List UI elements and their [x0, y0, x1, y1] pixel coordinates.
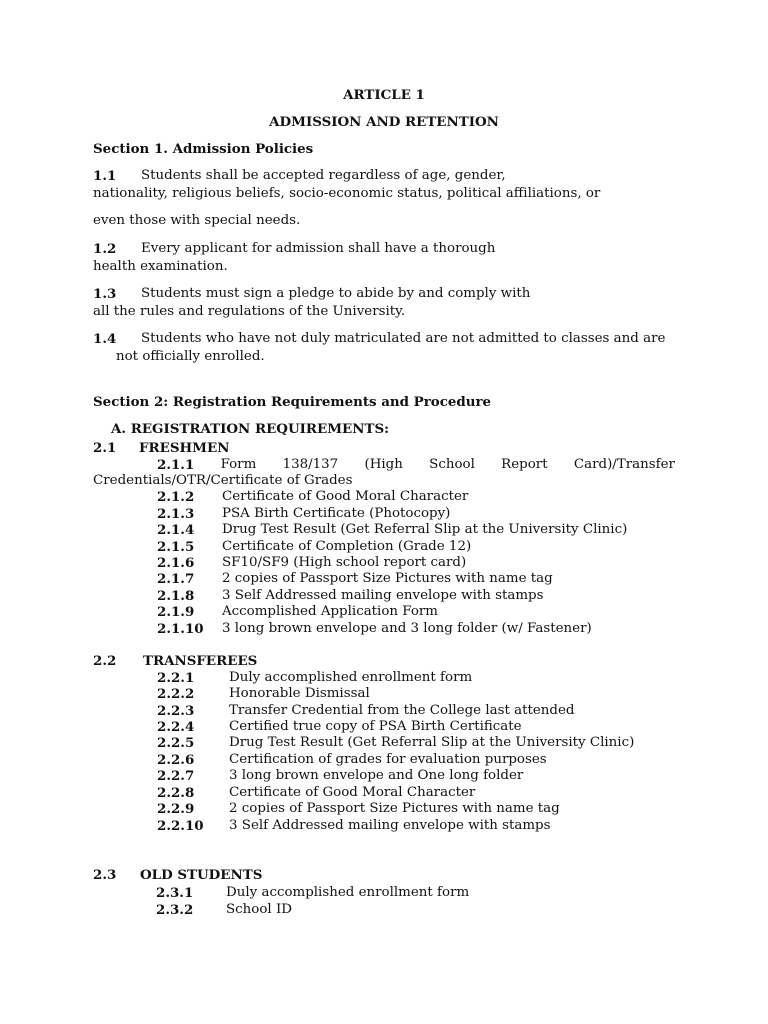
item-text: Duly accomplished enrollment form	[229, 670, 473, 685]
word: Form	[220, 457, 257, 472]
word: 138/137	[282, 457, 339, 472]
subsection-number: 2.1	[93, 440, 117, 456]
item-number: 2.1.5	[157, 539, 195, 555]
item-number: 2.2.3	[157, 703, 195, 719]
item-number: 2.2.2	[157, 686, 195, 702]
item-number: 2.1.6	[157, 555, 195, 571]
section1-heading: Section 1. Admission Policies	[93, 141, 314, 157]
item-text: Students who have not duly matriculated are not admitted to classes and are	[141, 331, 666, 346]
word: (High	[364, 457, 403, 472]
subsection-number: 2.2	[93, 653, 117, 669]
item-number: 1.4	[93, 331, 117, 347]
item-number: 2.1.9	[157, 604, 195, 620]
item-number: 2.1.2	[157, 489, 195, 505]
item-text-continued: even those with special needs.	[93, 213, 301, 228]
item-text-continued: not officially enrolled.	[116, 349, 265, 364]
item-text: 2 copies of Passport Size Pictures with name tag	[229, 801, 560, 816]
item-number: 2.2.6	[157, 752, 195, 768]
item-number: 2.1.8	[157, 588, 195, 604]
item-text: Transfer Credential from the College last attended	[229, 703, 575, 718]
item-number: 2.1.4	[157, 522, 195, 538]
article-title: ARTICLE 1	[343, 87, 425, 103]
item-text: 3 long brown envelope and One long folder	[229, 768, 524, 783]
item-number: 2.2.1	[157, 670, 195, 686]
item-number: 1.2	[93, 241, 117, 257]
item-number: 2.1.3	[157, 506, 195, 522]
item-text: 3 Self Addressed mailing envelope with stamps	[222, 588, 544, 603]
item-number: 2.2.5	[157, 735, 195, 751]
justified-line	[157, 457, 675, 473]
item-text: Certificate of Completion (Grade 12)	[222, 539, 472, 554]
item-text: Certificate of Good Moral Character	[222, 489, 469, 504]
item-text: 3 Self Addressed mailing envelope with stamps	[229, 818, 551, 833]
item-number: 2.2.8	[157, 785, 195, 801]
item-number: 2.2.4	[157, 719, 195, 735]
item-text-continued: health examination.	[93, 259, 228, 274]
word: Card)/Transfer	[573, 457, 675, 472]
item-text-continued: Credentials/OTR/Certificate of Grades	[93, 473, 353, 488]
item-number: 2.1.7	[157, 571, 195, 587]
word: Report	[501, 457, 548, 472]
item-number: 2.2.9	[157, 801, 195, 817]
item-number: 2.3.2	[156, 902, 194, 918]
item-text: Honorable Dismissal	[229, 686, 370, 701]
item-text: Drug Test Result (Get Referral Slip at the University Clinic)	[229, 735, 635, 750]
item-text: SF10/SF9 (High school report card)	[222, 555, 467, 570]
item-text: Certificate of Good Moral Character	[229, 785, 476, 800]
item-number: 1.3	[93, 286, 117, 302]
item-text: Certification of grades for evaluation purposes	[229, 752, 547, 767]
item-text: Accomplished Application Form	[222, 604, 439, 619]
section2-heading: Section 2: Registration Requirements and Procedure	[93, 394, 492, 410]
item-text: 2 copies of Passport Size Pictures with name tag	[222, 571, 553, 586]
item-text: Students must sign a pledge to abide by and comply with	[141, 286, 531, 301]
item-number: 2.3.1	[156, 885, 194, 901]
registration-requirements-heading: A. REGISTRATION REQUIREMENTS:	[111, 421, 390, 437]
article-subtitle: ADMISSION AND RETENTION	[269, 114, 499, 130]
item-text: Certified true copy of PSA Birth Certificate	[229, 719, 522, 734]
subsection-title-freshmen: FRESHMEN	[139, 440, 230, 456]
item-text: Students shall be accepted regardless of age, gender,	[141, 168, 506, 183]
item-text: Every applicant for admission shall have a thorough	[141, 241, 496, 256]
item-number: 2.1.1	[157, 457, 195, 473]
item-text: 3 long brown envelope and 3 long folder (w/ Fastener)	[222, 621, 592, 636]
item-number: 2.1.10	[157, 621, 204, 637]
item-text: PSA Birth Certificate (Photocopy)	[222, 506, 451, 521]
subsection-title-old-students: OLD STUDENTS	[140, 867, 263, 883]
item-text: Drug Test Result (Get Referral Slip at the University Clinic)	[222, 522, 628, 537]
item-number: 2.2.10	[157, 818, 204, 834]
subsection-number: 2.3	[93, 867, 117, 883]
item-number: 1.1	[93, 168, 117, 184]
item-text: Duly accomplished enrollment form	[226, 885, 470, 900]
item-text: School ID	[226, 902, 292, 917]
item-number: 2.2.7	[157, 768, 195, 784]
subsection-title-transferees: TRANSFEREES	[143, 653, 258, 669]
word: School	[429, 457, 475, 472]
item-text-continued: all the rules and regulations of the University.	[93, 304, 406, 319]
item-text-continued: nationality, religious beliefs, socio-economic status, political affiliations, or	[93, 186, 601, 201]
